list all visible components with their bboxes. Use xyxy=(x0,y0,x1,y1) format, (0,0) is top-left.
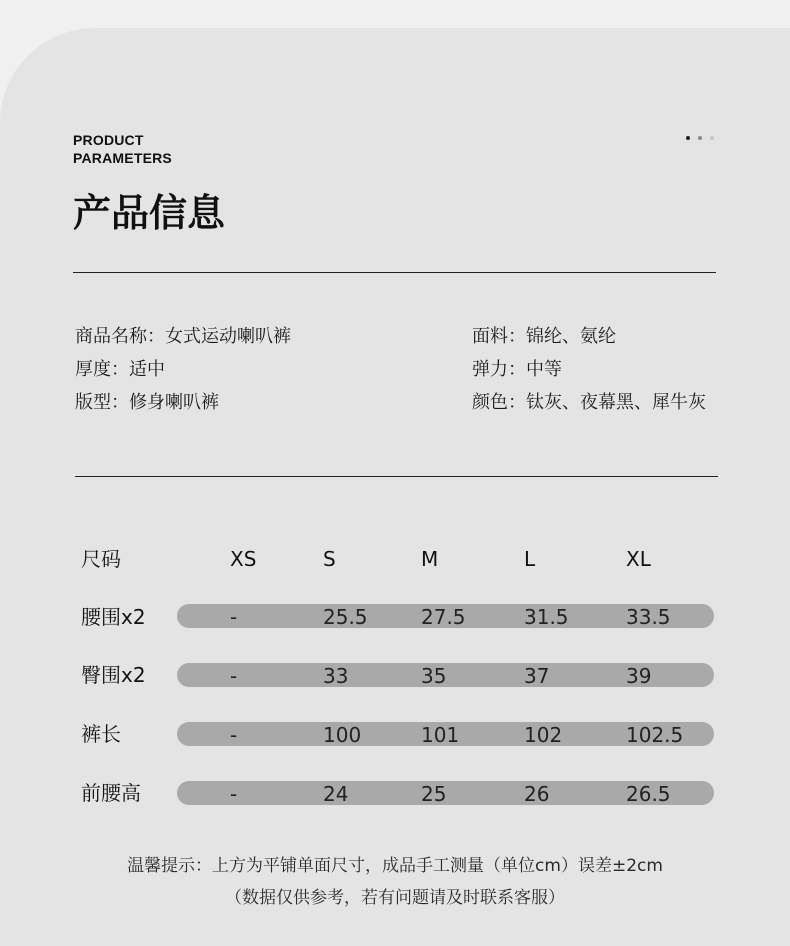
cell-length-xs: - xyxy=(230,723,238,747)
cell-hip-xl: 39 xyxy=(626,664,652,688)
cell-length-m: 101 xyxy=(421,723,460,747)
page-title: 产品信息 xyxy=(73,191,226,235)
params-right-column xyxy=(472,320,706,419)
cell-hip-s: 33 xyxy=(323,664,349,688)
eyebrow-line-1: PRODUCT xyxy=(73,132,144,148)
row-label-front-rise: 前腰高 xyxy=(81,781,141,805)
disclaimer-note: （数据仅供参考，若有问题请及时联系客服） xyxy=(225,888,565,908)
measurement-note: 温馨提示：上方为平铺单面尺寸，成品手工测量（单位cm）误差±2cm xyxy=(127,856,663,876)
cell-hip-m: 35 xyxy=(421,664,447,688)
cell-waist-xs: - xyxy=(230,605,238,629)
row-label-length: 裤长 xyxy=(81,722,121,746)
cell-rise-s: 24 xyxy=(323,782,349,806)
eyebrow-label xyxy=(73,131,172,167)
pagination-dots xyxy=(686,136,714,140)
cell-waist-m: 27.5 xyxy=(421,605,466,629)
cell-hip-xs: - xyxy=(230,664,238,688)
size-header-xs: XS xyxy=(230,547,257,571)
divider-top xyxy=(73,272,716,273)
cell-rise-m: 25 xyxy=(421,782,447,806)
cell-hip-l: 37 xyxy=(524,664,550,688)
row-label-waist: 腰围x2 xyxy=(81,605,146,629)
param-product-name: 商品名称：女式运动喇叭裤 xyxy=(75,326,291,347)
cell-length-xl: 102.5 xyxy=(626,723,684,747)
params-left-column xyxy=(75,320,291,419)
size-header-m: M xyxy=(421,547,439,571)
cell-rise-l: 26 xyxy=(524,782,550,806)
cell-waist-xl: 33.5 xyxy=(626,605,671,629)
size-header-xl: XL xyxy=(626,547,651,571)
cell-rise-xl: 26.5 xyxy=(626,782,671,806)
cell-waist-s: 25.5 xyxy=(323,605,368,629)
dot-1 xyxy=(686,136,690,140)
dot-3 xyxy=(710,136,714,140)
size-header-s: S xyxy=(323,547,336,571)
cell-waist-l: 31.5 xyxy=(524,605,569,629)
param-colors: 颜色：钛灰、夜幕黑、犀牛灰 xyxy=(472,392,706,413)
param-fabric: 面料：锦纶、氨纶 xyxy=(472,326,616,347)
param-thickness: 厚度：适中 xyxy=(75,359,165,380)
row-label-hip: 臀围x2 xyxy=(81,663,146,687)
eyebrow-line-2: PARAMETERS xyxy=(73,150,172,166)
divider-middle xyxy=(75,476,718,477)
cell-rise-xs: - xyxy=(230,782,238,806)
size-table-corner: 尺码 xyxy=(81,547,121,571)
size-header-l: L xyxy=(524,547,536,571)
dot-2 xyxy=(698,136,702,140)
param-elasticity: 弹力：中等 xyxy=(472,359,562,380)
cell-length-s: 100 xyxy=(323,723,362,747)
param-fit: 版型：修身喇叭裤 xyxy=(75,392,219,413)
cell-length-l: 102 xyxy=(524,723,563,747)
